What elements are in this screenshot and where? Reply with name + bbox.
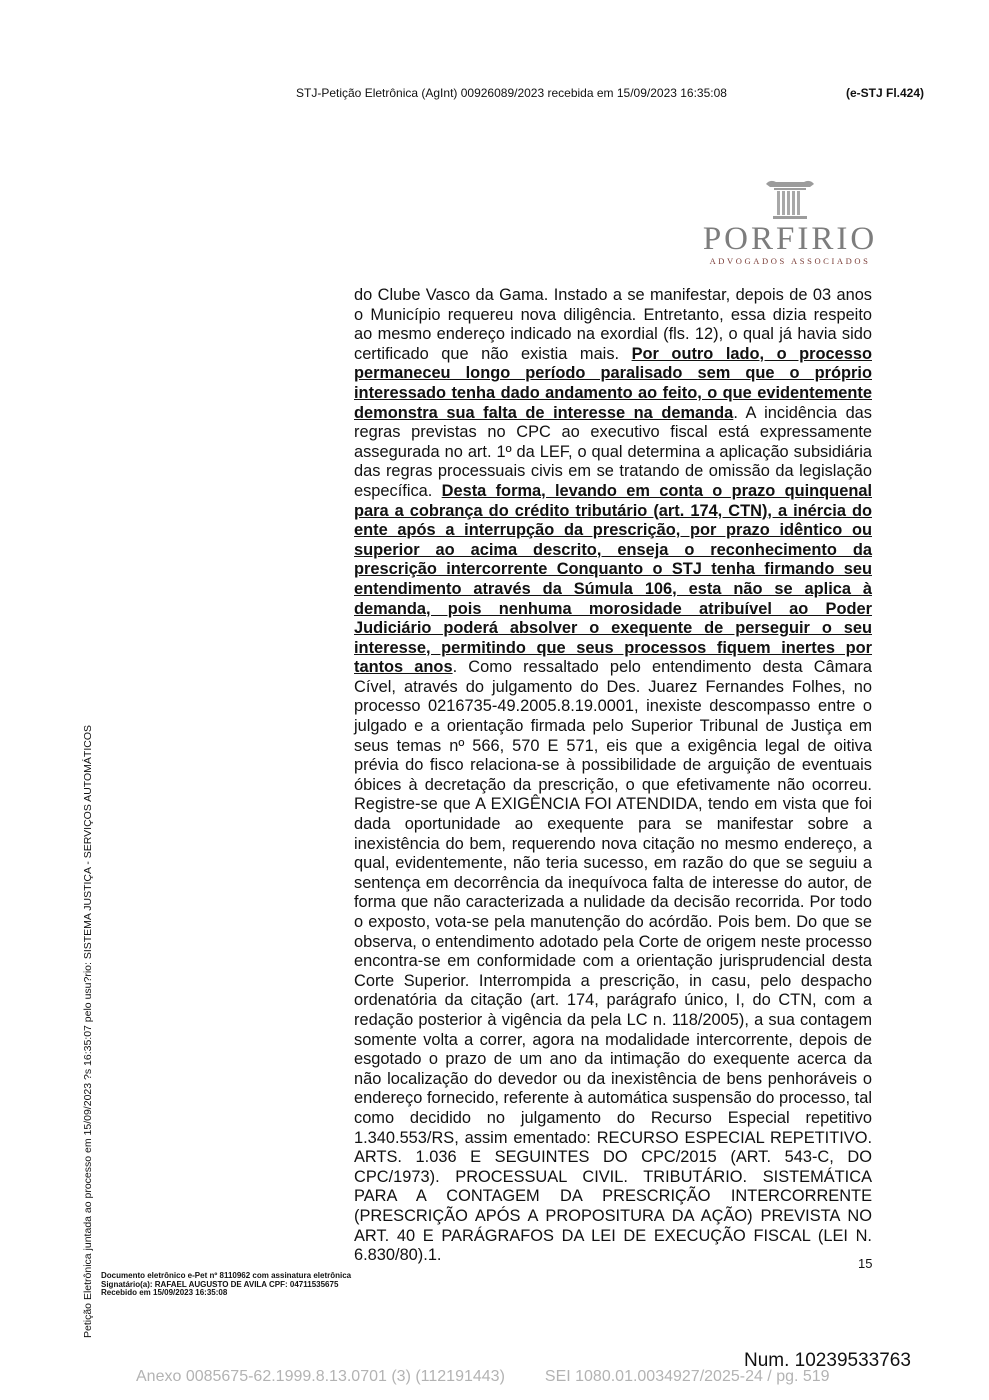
body-text-1: do Clube Vasco da Gama. Instado a se manifestar, depois de 03 anos o Município requereu nova diligência. Entretanto, essa dizia respeito ao mesmo endereço indicado na exordial (fls. 12), o qual já havia sido certificado que não existia mais. [354, 286, 872, 363]
logo-name: PORFIRIO [702, 221, 878, 257]
anexo-reference: Anexo 0085675-62.1999.8.13.0701 (3) (112191443) [136, 1368, 505, 1385]
body-paragraph [354, 286, 872, 1266]
page-number: 15 [858, 1256, 873, 1271]
body-text-3: . Como ressaltado pelo entendimento desta Câmara Cível, através do julgamento do Des. Juarez Fernandes Folhes, no processo 0216735-49.2005.8.19.0001, inexiste descompasso entre o julgado e a orientação firmada pelo Superior Tribunal de Justiça em seus temas nº 566, 570 E 571, eis que a exigência legal de oitiva prévia do fisco relaciona-se à possibilidade de arguição de eventuais óbices à decretação da prescrição, o que efetivamente não ocorreu. Registre-se que A EXIGÊNCIA FOI ATENDIDA, tendo em vista que foi dada oportunidade ao exequente para se manifestar sobre a inexistência do bem, requerendo nova citação no mesmo endereço, a qual, evidentemente, não teria sucesso, em razão do que se seguiu a sentença em decorrência da inequívoca falta de interesse do autor, de forma que não caracterizada a nulidade da decisão recorrida. Por todo o exposto, vota-se pela manutenção do acórdão. Pois bem. Do que se observa, o entendimento adotado pela Corte de origem neste processo encontra-se em conformidade com a orientação jurisprudencial desta Corte Superior. Interrompida a prescrição, in casu, pelo despacho ordenatória da citação (art. 174, parágrafo único, I, do CTN, com a redação posterior à vigência da pela LC n. 118/2005), a sua contagem somente volta a correr, agora na modalidade intercorrente, depois de esgotado o prazo de um ano da intimação do exequente acerca da não localização do devedor ou da inexistência de bens penhoráveis o endereço fornecido, referente à automática suspensão do processo, tal como decidido no julgamento do Recurso Especial repetitivo 1.340.553/RS, assim ementado: RECURSO ESPECIAL REPETITIVO. ARTS. 1.036 E SEGUINTES DO CPC/2015 (ART. 543-C, DO CPC/1973). PROCESSUAL CIVIL. TRIBUTÁRIO. SISTEMÁTICA PARA A CONTAGEM DA PRESCRIÇÃO INTERCORRENTE (PRESCRIÇÃO APÓS A PROPOSITURA DA AÇÃO) PREVISTA NO ART. 40 E PARÁGRAFOS DA LEI DE EXECUÇÃO FISCAL (LEI N. 6.830/80).1. [354, 658, 873, 1265]
body-emphasis-1: Por outro lado, o processo permaneceu longo período paralisado sem que o próprio interessado tenha dado andamento ao feito, o que evidentemente demonstra sua falta de interesse na demanda [354, 344, 872, 422]
document-number: Num. 10239533763 [744, 1350, 911, 1371]
header-page-ref: (e-STJ Fl.424) [846, 86, 925, 100]
body-text-2: . A incidência das regras previstas no CPC ao executivo fiscal está expressamente assegurada no art. 1º da LEF, o qual determina a aplicação subsidiária das regras processuais civis em se tratando de omissão da legislação específica. [354, 403, 872, 500]
signature-line-3: Recebido em 15/09/2023 16:35:08 [101, 1288, 228, 1297]
firm-logo [700, 178, 880, 266]
header-petition-info: STJ-Petição Eletrônica (AgInt) 00926089/2023 recebida em 15/09/2023 16:35:08 [296, 86, 727, 100]
signature-block [101, 1272, 351, 1298]
logo-subtitle: ADVOGADOS ASSOCIADOS [709, 256, 871, 266]
side-note: Petição Eletrônica juntada ao processo em 15/09/2023 ?s 16:35:07 pelo usu?rio: SISTEMA JUSTIÇA - SERVIÇOS AUTOMÁTICOS [82, 725, 94, 1338]
body-emphasis-2: Desta forma, levando em conta o prazo quinquenal para a cobrança do crédito tributário (art. 174, CTN), a inércia do ente após a interrupção da prescrição, por prazo idêntico ou superior ao acima descrito, enseja o reconhecimento da prescrição intercorrente Conquanto o STJ tenha firmando seu entendimento através da Súmula 106, esta não se aplica à demanda, pois nenhuma morosidade atribuível ao Poder Judiciário poderá absolver o exequente de perseguir o seu interesse, permitindo que seus processos fiquem inertes por tantos anos [354, 481, 872, 677]
sei-reference: SEI 1080.01.0034927/2025-24 / pg. 519 [544, 1368, 830, 1385]
signature-line-1: Documento eletrônico e-Pet nº 8110962 com assinatura eletrônica [101, 1271, 352, 1280]
signature-line-2: Signatário(a): RAFAEL AUGUSTO DE AVILA CPF: 04711535675 [101, 1279, 339, 1289]
footer-watermark [136, 1368, 830, 1386]
column-icon [764, 178, 816, 220]
